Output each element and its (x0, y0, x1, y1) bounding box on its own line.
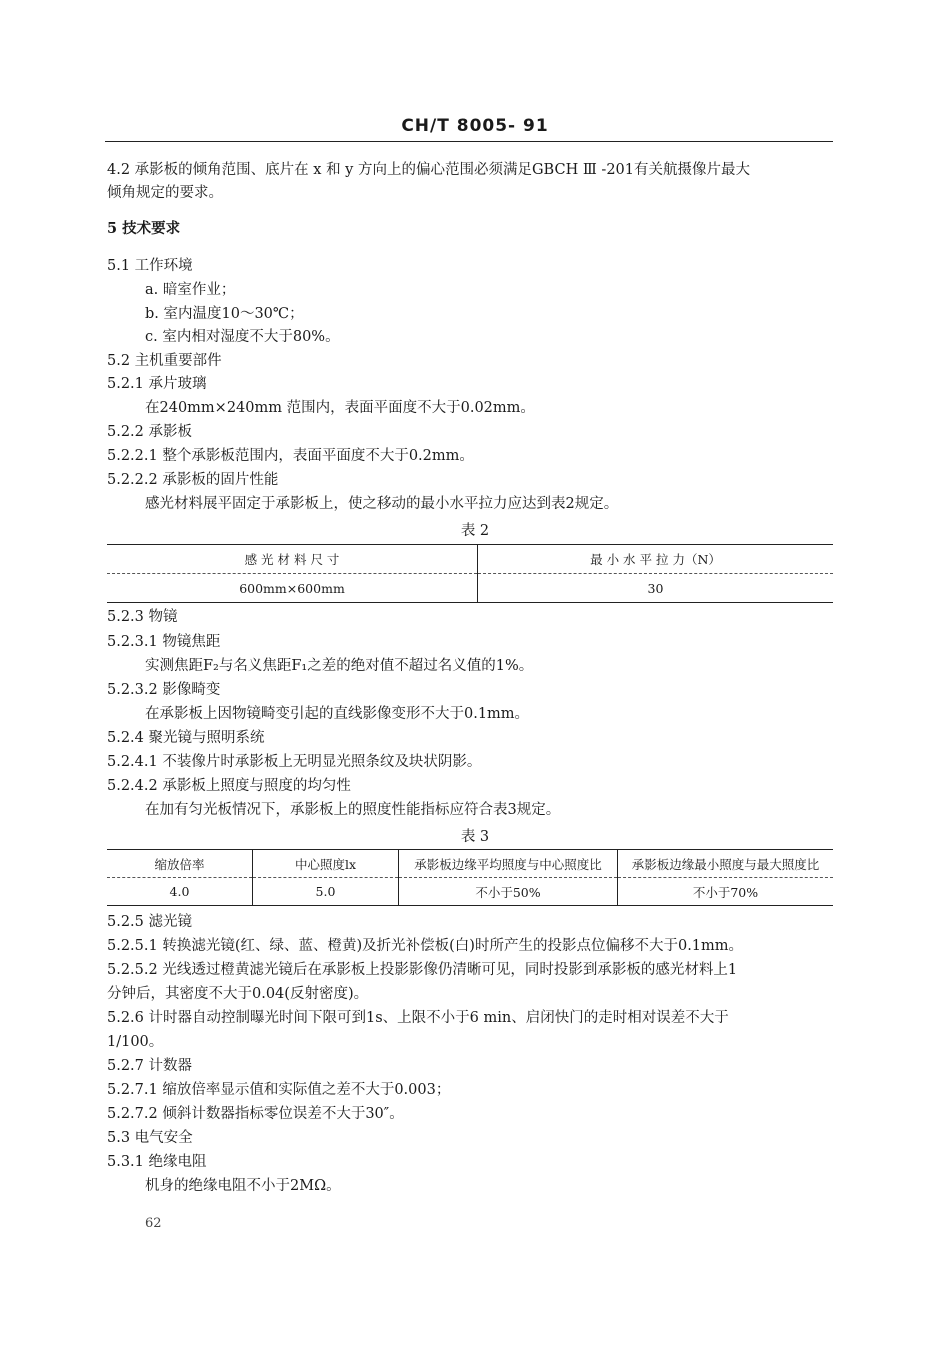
s5-2-2-2: 5.2.2.2 承影板的固片性能 (107, 472, 279, 488)
s5-2-1: 5.2.1 承片玻璃 (107, 376, 207, 392)
s5-2-6-line2: 1/100。 (107, 1034, 164, 1050)
s5-1: 5.1 工作环境 (107, 258, 193, 274)
s5-2-3: 5.2.3 物镜 (107, 609, 178, 625)
s5-2: 5.2 主机重要部件 (107, 353, 222, 369)
para-4-2-line1: 4.2 承影板的倾角范围、底片在 x 和 y 方向上的偏心范围必须满足GBCH Ⅲ -201有关航摄像片最大 (107, 162, 750, 178)
header-rule (105, 141, 833, 142)
table-3-cell-edge-min-max-ratio: 不小于70% (618, 878, 834, 906)
s5-3: 5.3 电气安全 (107, 1130, 193, 1146)
s5-3-1-text: 机身的绝缘电阻不小于2MΩ。 (145, 1178, 341, 1194)
table-2-caption: 表 2 (460, 523, 490, 539)
table-2-header-material-size: 感 光 材 料 尺 寸 (107, 545, 478, 574)
table-3-cell-zoom-ratio: 4.0 (169, 884, 190, 899)
table-3-cell-center-illuminance: 5.0 (253, 878, 399, 906)
table-3-header-edge-avg-ratio: 承影板边缘平均照度与中心照度比 (399, 850, 618, 878)
document-header: CH/T 8005- 91 (401, 116, 549, 136)
table-3-cell-edge-avg-ratio: 不小于50% (399, 878, 618, 906)
s5-2-7: 5.2.7 计数器 (107, 1058, 193, 1074)
s5-2-2: 5.2.2 承影板 (107, 424, 193, 440)
table-2 (107, 544, 833, 603)
s5-1-a: a. 暗室作业； (145, 282, 236, 298)
s5-2-6-line1: 5.2.6 计时器自动控制曝光时间下限可到1s、上限不小于6 min、启闭快门的走时相对误差不大于 (107, 1010, 729, 1026)
table-3-header-edge-min-max-ratio: 承影板边缘最小照度与最大照度比 (618, 850, 834, 878)
s5-2-3-2: 5.2.3.2 影像畸变 (107, 682, 221, 698)
section-5-title: 5 技术要求 (107, 220, 181, 237)
s5-2-5-1: 5.2.5.1 转换滤光镜(红、绿、蓝、橙黄)及折光补偿板(白)时所产生的投影点位偏移不大于0.1mm。 (107, 938, 744, 954)
s5-2-4-2: 5.2.4.2 承影板上照度与照度的均匀性 (107, 778, 351, 794)
s5-2-5-2-line1: 5.2.5.2 光线透过橙黄滤光镜后在承影板上投影影像仍清晰可见，同时投影到承影板的感光材料上1 (107, 962, 738, 978)
table-2-cell-size: 600mm×600mm (239, 580, 345, 596)
s5-2-3-1: 5.2.3.1 物镜焦距 (107, 634, 221, 650)
s5-2-1-text: 在240mm×240mm 范围内，表面平面度不大于0.02mm。 (145, 400, 535, 416)
table-3-caption: 表 3 (460, 829, 490, 845)
s5-2-3-1-text: 实测焦距F₂与名义焦距F₁之差的绝对值不超过名义值的1%。 (145, 658, 534, 674)
s5-2-5: 5.2.5 滤光镜 (107, 914, 193, 930)
table-2-header-min-force: 最 小 水 平 拉 力（N） (478, 545, 834, 574)
s5-2-4-2-text: 在加有匀光板情况下，承影板上的照度性能指标应符合表3规定。 (145, 802, 561, 818)
s5-1-b: b. 室内温度10～30℃； (145, 306, 304, 322)
page-number: 62 (145, 1216, 162, 1231)
s5-2-2-2-text: 感光材料展平固定于承影板上，使之移动的最小水平拉力应达到表2规定。 (145, 496, 619, 512)
s5-2-4-1: 5.2.4.1 不装像片时承影板上无明显光照条纹及块状阴影。 (107, 754, 482, 770)
s5-2-7-1: 5.2.7.1 缩放倍率显示值和实际值之差不大于0.003； (107, 1082, 451, 1098)
s5-2-2-1: 5.2.2.1 整个承影板范围内，表面平面度不大于0.2mm。 (107, 448, 474, 464)
para-4-2-line2: 倾角规定的要求。 (107, 185, 223, 201)
s5-2-4: 5.2.4 聚光镜与照明系统 (107, 730, 265, 746)
s5-2-3-2-text: 在承影板上因物镜畸变引起的直线影像变形不大于0.1mm。 (145, 706, 530, 722)
s5-1-c: c. 室内相对湿度不大于80%。 (145, 329, 340, 345)
table-3-header-center-illuminance: 中心照度lx (253, 850, 399, 878)
table-3 (107, 849, 833, 906)
s5-3-1: 5.3.1 绝缘电阻 (107, 1154, 207, 1170)
s5-2-5-2-line2: 分钟后，其密度不大于0.04(反射密度)。 (107, 986, 369, 1002)
table-2-cell-force: 30 (478, 574, 834, 603)
s5-2-7-2: 5.2.7.2 倾斜计数器指标零位误差不大于30″。 (107, 1106, 404, 1122)
table-3-header-zoom-ratio: 缩放倍率 (107, 850, 253, 878)
